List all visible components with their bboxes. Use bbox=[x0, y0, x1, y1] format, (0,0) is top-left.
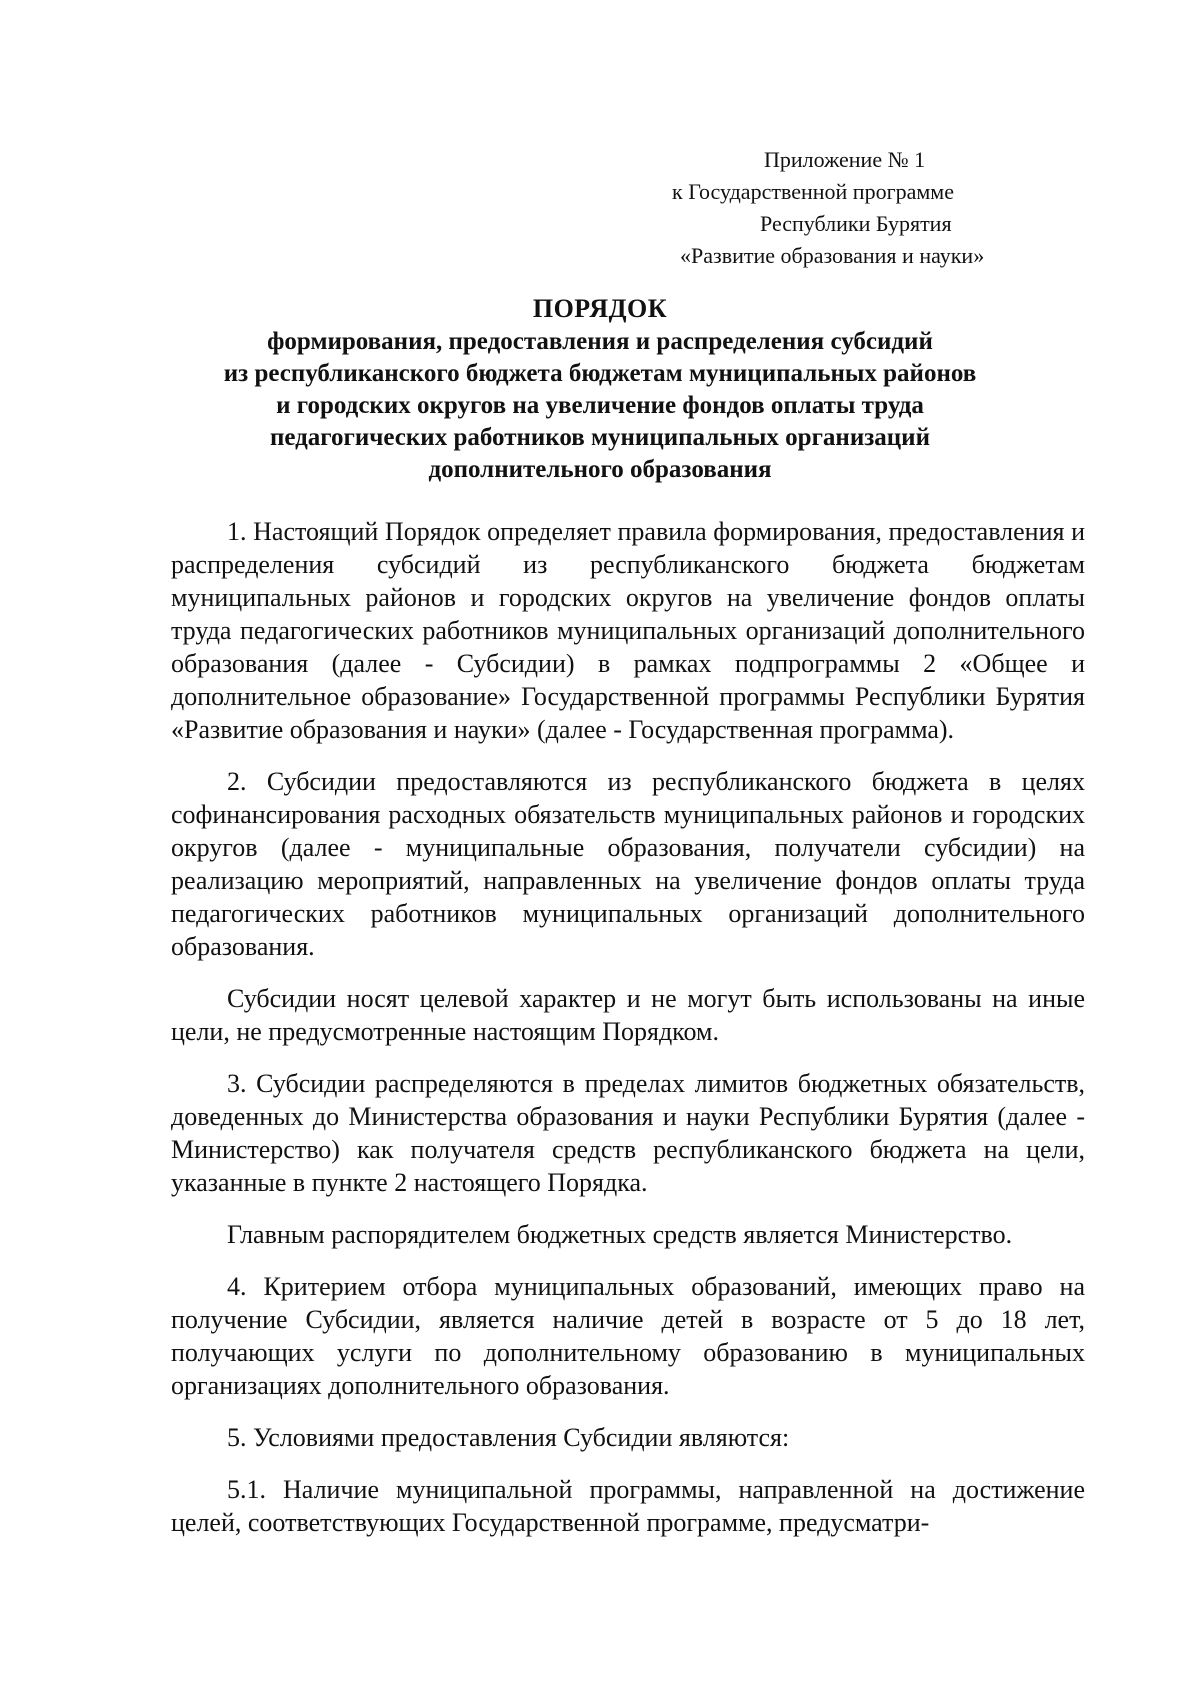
appendix-line-4: «Развитие образования и науки» bbox=[680, 243, 985, 268]
title-line-4: педагогических работников муниципальных организаций bbox=[269, 424, 930, 451]
paragraph-3: 3. Субсидии распределяются в пределах лимитов бюджетных обязательств, доведенных до Министерства образования и науки Республики Бурятия (далее - Министерство) как получателя средств республиканского бюджета на цели, указанные в пункте 2 настоящего Порядка. bbox=[171, 1069, 1085, 1197]
paragraph-2: 2. Субсидии предоставляются из республиканского бюджета в целях софинансирования расходных обязательств муниципальных районов и городских округов (далее - муниципальные образования, получатели субсидии) на реализацию мероприятий, направленных на увеличение фондов оплаты труда педагогических работников муниципальных организаций дополнительного образования. bbox=[171, 767, 1085, 961]
title-line-1: формирования, предоставления и распределения субсидий bbox=[267, 328, 933, 355]
title-line-3: и городских округов на увеличение фондов оплаты труда bbox=[276, 392, 924, 419]
paragraph-2-continued: Субсидии носят целевой характер и не могут быть использованы на иные цели, не предусмотренные настоящим Порядком. bbox=[171, 984, 1085, 1046]
appendix-line-2: к Государственной программе bbox=[672, 179, 954, 204]
paragraph-3-continued: Главным распорядителем бюджетных средств является Министерство. bbox=[227, 1220, 1013, 1249]
appendix-header bbox=[672, 144, 1032, 272]
appendix-line-3: Республики Бурятия bbox=[760, 211, 952, 236]
title-main: ПОРЯДОК bbox=[532, 294, 668, 323]
appendix-line-1: Приложение № 1 bbox=[764, 147, 926, 172]
paragraph-5-1: 5.1. Наличие муниципальной программы, направленной на достижение целей, соответствующих Государственной программе, предусматри- bbox=[171, 1475, 1085, 1537]
paragraph-1: 1. Настоящий Порядок определяет правила формирования, предоставления и распределения субсидий из республиканского бюджета бюджетам муниципальных районов и городских округов на увеличение фондов оплаты труда педагогических работников муниципальных организаций дополнительного образования (далее - Субсидии) в рамках подпрограммы 2 «Общее и дополнительное образование» Государственной программы Республики Бурятия «Развитие образования и науки» (далее - Государственная программа). bbox=[171, 517, 1085, 744]
document-title bbox=[120, 292, 1080, 486]
title-line-2: из республиканского бюджета бюджетам муниципальных районов bbox=[223, 360, 977, 387]
title-line-5: дополнительного образования bbox=[428, 456, 772, 483]
paragraph-4: 4. Критерием отбора муниципальных образований, имеющих право на получение Субсидии, является наличие детей в возрасте от 5 до 18 лет, получающих услуги по дополнительному образованию в муниципальных организациях дополнительного образования. bbox=[171, 1272, 1085, 1400]
document-body bbox=[171, 515, 1085, 1558]
paragraph-5: 5. Условиями предоставления Субсидии являются: bbox=[227, 1423, 790, 1452]
